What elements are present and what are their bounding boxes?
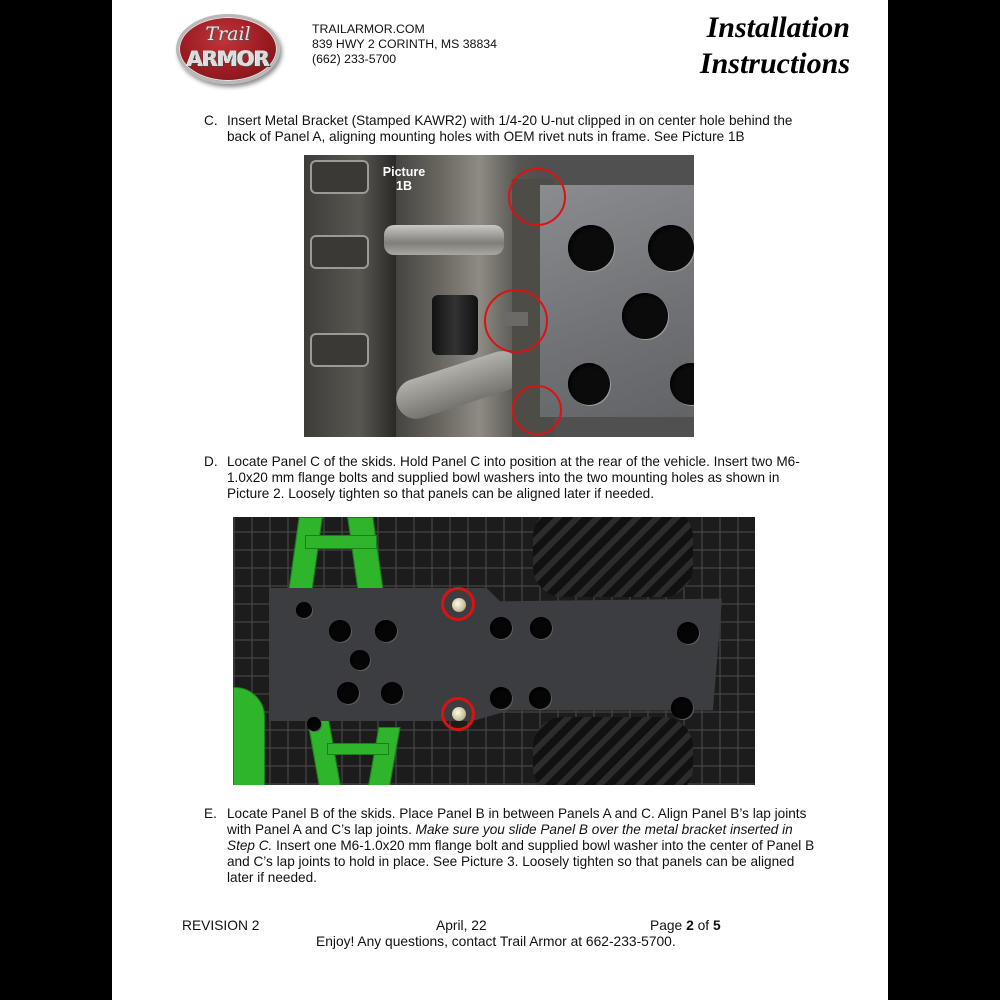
footer-revision: REVISION 2 bbox=[182, 918, 260, 933]
page-title bbox=[700, 10, 850, 82]
highlight-circle bbox=[484, 289, 548, 353]
company-website: TRAILARMOR.COM bbox=[312, 22, 425, 36]
logo-armor-text: ARMOR bbox=[186, 47, 270, 71]
step-text: Locate Panel B of the skids. Place Panel B in between Panels A and C. Align Panel B’s lap joints with Panel A and C’s lap joints. Make sure you slide Panel B over the metal bracket inserted in Step C. Insert one M6-1.0x20 mm flange bolt and supplied bowl washer into the center of Panel B and C’s lap joints to hold in place. See Picture 3. Loosely tighten so that panels can be aligned later if needed. bbox=[227, 806, 815, 885]
picture-label: Picture 1B bbox=[382, 165, 426, 193]
tire bbox=[533, 517, 693, 597]
title-line-1: Installation bbox=[706, 11, 850, 44]
company-address: 839 HWY 2 CORINTH, MS 38834 bbox=[312, 37, 497, 51]
oil-filter bbox=[432, 295, 478, 355]
highlight-circle bbox=[441, 697, 475, 731]
document-page bbox=[112, 0, 888, 1000]
step-letter: E. bbox=[204, 806, 217, 821]
highlight-circle bbox=[508, 168, 566, 226]
title-line-2: Instructions bbox=[699, 47, 850, 80]
step-d bbox=[204, 454, 824, 502]
step-text: Insert Metal Bracket (Stamped KAWR2) with 1/4-20 U-nut clipped in on center hole behind the back of Panel A, aligning mounting holes with OEM rivet nuts in frame. See Picture 1B bbox=[227, 113, 793, 144]
step-text: Locate Panel C of the skids. Hold Panel C into position at the rear of the vehicle. Insert two M6-1.0x20 mm flange bolts and supplied bowl washers into the two mounting holes as shown in Picture 2. Loosely tighten so that panels can be aligned later if needed. bbox=[227, 454, 800, 501]
skid-panel bbox=[540, 185, 694, 417]
highlight-circle bbox=[512, 385, 562, 435]
tire bbox=[533, 717, 693, 785]
picture-2 bbox=[233, 517, 755, 785]
step-e bbox=[204, 806, 824, 886]
step-emphasis: Make sure you slide Panel B over the metal bracket inserted in Step C. bbox=[227, 822, 793, 853]
highlight-circle bbox=[441, 587, 475, 621]
footer-contact: Enjoy! Any questions, contact Trail Armor at 662-233-5700. bbox=[316, 934, 676, 949]
company-phone: (662) 233-5700 bbox=[312, 52, 397, 66]
footer-page-number: Page 2 of 5 bbox=[650, 918, 721, 933]
company-info bbox=[312, 22, 497, 67]
logo-trail-text: Trail bbox=[205, 23, 251, 45]
footer-date: April, 22 bbox=[436, 918, 487, 933]
exhaust-pipe bbox=[391, 346, 527, 424]
step-letter: D. bbox=[204, 454, 218, 469]
frame-rail bbox=[304, 155, 396, 437]
trail-armor-logo bbox=[176, 14, 280, 84]
step-letter: C. bbox=[204, 113, 218, 128]
drive-shaft bbox=[384, 225, 504, 255]
picture-1b bbox=[304, 155, 694, 437]
step-c bbox=[204, 113, 824, 145]
